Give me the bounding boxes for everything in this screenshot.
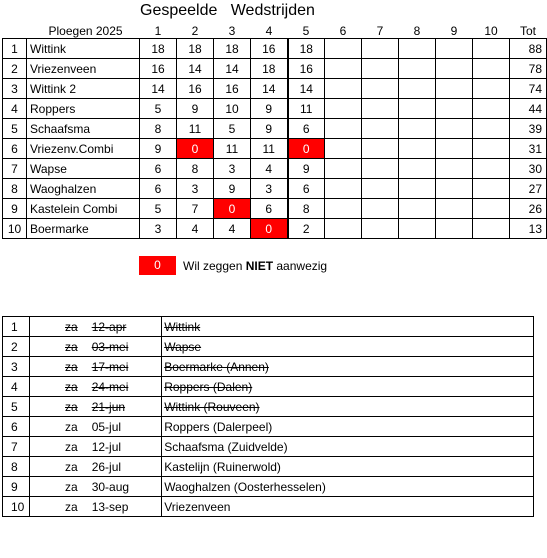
team-name: Wittink 2 bbox=[27, 79, 140, 99]
score-cell: 8 bbox=[177, 159, 214, 179]
schedule-row-played bbox=[3, 357, 534, 377]
score-cell: 7 bbox=[177, 199, 214, 219]
team-name: Vriezenveen bbox=[27, 59, 140, 79]
standings-row bbox=[3, 159, 547, 179]
match-location bbox=[162, 397, 534, 417]
score-cell: 5 bbox=[140, 199, 177, 219]
team-total: 88 bbox=[510, 39, 547, 59]
score-cell: 6 bbox=[288, 119, 325, 139]
team-name: Wapse bbox=[27, 159, 140, 179]
match-day bbox=[30, 457, 78, 477]
score-cell: 14 bbox=[251, 79, 288, 99]
match-location bbox=[162, 417, 534, 437]
header-round: 2 bbox=[177, 23, 214, 39]
score-cell: 2 bbox=[288, 219, 325, 239]
match-location bbox=[162, 477, 534, 497]
score-cell: 16 bbox=[251, 39, 288, 59]
score-cell: 6 bbox=[288, 179, 325, 199]
team-name: Roppers bbox=[27, 99, 140, 119]
score-cell bbox=[436, 119, 473, 139]
score-cell bbox=[473, 99, 510, 119]
score-cell bbox=[325, 79, 362, 99]
match-number: 4 bbox=[3, 377, 30, 397]
score-cell: 6 bbox=[140, 179, 177, 199]
match-location-text: Wittink (Rouveen) bbox=[164, 399, 260, 414]
match-location bbox=[162, 337, 534, 357]
match-day bbox=[30, 477, 78, 497]
schedule-row-played bbox=[3, 377, 534, 397]
score-cell bbox=[436, 99, 473, 119]
score-cell bbox=[399, 219, 436, 239]
score-cell bbox=[399, 79, 436, 99]
score-cell: 5 bbox=[140, 99, 177, 119]
score-cell: 3 bbox=[177, 179, 214, 199]
match-location-text: Kastelijn (Ruinerwold) bbox=[164, 459, 281, 474]
match-date bbox=[78, 437, 162, 457]
score-cell: 4 bbox=[214, 219, 251, 239]
match-location-text: Waoghalzen (Oosterhesselen) bbox=[164, 479, 326, 494]
match-day bbox=[30, 317, 78, 337]
match-date bbox=[78, 457, 162, 477]
team-total: 26 bbox=[510, 199, 547, 219]
header-round: 1 bbox=[140, 23, 177, 39]
standings-row bbox=[3, 59, 547, 79]
score-cell bbox=[399, 159, 436, 179]
score-cell: 16 bbox=[140, 59, 177, 79]
match-location-text: Boermarke (Annen) bbox=[164, 359, 269, 374]
score-cell: 8 bbox=[288, 199, 325, 219]
match-day bbox=[30, 417, 78, 437]
match-number: 2 bbox=[3, 337, 30, 357]
score-cell: 5 bbox=[214, 119, 251, 139]
match-date bbox=[78, 477, 162, 497]
score-cell bbox=[399, 39, 436, 59]
match-day bbox=[30, 357, 78, 377]
score-cell bbox=[473, 219, 510, 239]
team-total: 74 bbox=[510, 79, 547, 99]
team-rank: 10 bbox=[3, 219, 27, 239]
score-cell bbox=[362, 139, 399, 159]
match-location-text: Vriezenveen bbox=[164, 499, 231, 514]
team-name: Waoghalzen bbox=[27, 179, 140, 199]
standings-row bbox=[3, 99, 547, 119]
score-cell: 3 bbox=[214, 159, 251, 179]
match-number: 5 bbox=[3, 397, 30, 417]
match-location bbox=[162, 357, 534, 377]
score-cell bbox=[399, 119, 436, 139]
score-cell: 9 bbox=[177, 99, 214, 119]
match-day-text: za bbox=[65, 379, 78, 394]
score-cell bbox=[436, 59, 473, 79]
match-location bbox=[162, 497, 534, 517]
schedule-row bbox=[3, 497, 534, 517]
score-cell bbox=[325, 199, 362, 219]
header-round: 9 bbox=[436, 23, 473, 39]
schedule-row bbox=[3, 437, 534, 457]
match-date-text: 26-jul bbox=[91, 459, 122, 474]
score-cell bbox=[325, 39, 362, 59]
score-cell-absent: 0 bbox=[214, 199, 251, 219]
score-cell bbox=[325, 59, 362, 79]
score-cell: 18 bbox=[214, 39, 251, 59]
schedule-row-played bbox=[3, 317, 534, 337]
score-cell bbox=[325, 119, 362, 139]
score-cell bbox=[399, 139, 436, 159]
score-cell bbox=[473, 79, 510, 99]
team-rank: 2 bbox=[3, 59, 27, 79]
standings-row bbox=[3, 79, 547, 99]
header-round: 3 bbox=[214, 23, 251, 39]
match-day bbox=[30, 337, 78, 357]
score-cell bbox=[436, 39, 473, 59]
score-cell: 3 bbox=[251, 179, 288, 199]
schedule-row-played bbox=[3, 397, 534, 417]
score-cell: 18 bbox=[140, 39, 177, 59]
team-name: Kastelein Combi bbox=[27, 199, 140, 219]
score-cell: 18 bbox=[251, 59, 288, 79]
standings-header-row bbox=[3, 23, 547, 39]
score-cell bbox=[325, 99, 362, 119]
match-day bbox=[30, 437, 78, 457]
match-number: 7 bbox=[3, 437, 30, 457]
score-cell bbox=[436, 219, 473, 239]
team-total: 30 bbox=[510, 159, 547, 179]
score-cell bbox=[362, 219, 399, 239]
score-cell bbox=[362, 179, 399, 199]
header-round: 4 bbox=[251, 23, 288, 39]
score-cell bbox=[436, 159, 473, 179]
score-cell: 11 bbox=[214, 139, 251, 159]
header-round: 8 bbox=[399, 23, 436, 39]
standings-row bbox=[3, 199, 547, 219]
match-number: 1 bbox=[3, 317, 30, 337]
match-number: 3 bbox=[3, 357, 30, 377]
team-rank: 4 bbox=[3, 99, 27, 119]
score-cell: 9 bbox=[214, 179, 251, 199]
team-name: Schaafsma bbox=[27, 119, 140, 139]
match-date bbox=[78, 377, 162, 397]
score-cell: 9 bbox=[251, 119, 288, 139]
match-number: 6 bbox=[3, 417, 30, 437]
match-day-text: za bbox=[65, 439, 78, 454]
header-round: 10 bbox=[473, 23, 510, 39]
schedule-row bbox=[3, 457, 534, 477]
score-cell: 14 bbox=[214, 59, 251, 79]
match-number: 9 bbox=[3, 477, 30, 497]
score-cell bbox=[473, 159, 510, 179]
score-cell bbox=[399, 99, 436, 119]
score-cell: 16 bbox=[214, 79, 251, 99]
schedule-row bbox=[3, 477, 534, 497]
score-cell bbox=[325, 179, 362, 199]
team-total: 44 bbox=[510, 99, 547, 119]
match-date-text: 13-sep bbox=[91, 499, 129, 514]
score-cell bbox=[362, 159, 399, 179]
team-rank: 8 bbox=[3, 179, 27, 199]
team-name: Boermarke bbox=[27, 219, 140, 239]
match-date-text: 03-mei bbox=[91, 339, 129, 354]
match-day-text: za bbox=[65, 399, 78, 414]
team-name: Vriezenv.Combi bbox=[27, 139, 140, 159]
match-location bbox=[162, 317, 534, 337]
match-date-text: 24-mei bbox=[91, 379, 129, 394]
score-cell: 14 bbox=[288, 79, 325, 99]
score-cell: 18 bbox=[288, 39, 325, 59]
match-location bbox=[162, 377, 534, 397]
score-cell bbox=[436, 179, 473, 199]
score-cell bbox=[473, 119, 510, 139]
standings-row bbox=[3, 179, 547, 199]
score-cell-absent: 0 bbox=[288, 139, 325, 159]
match-date bbox=[78, 497, 162, 517]
match-location-text: Schaafsma (Zuidvelde) bbox=[164, 439, 288, 454]
standings-row bbox=[3, 39, 547, 59]
score-cell bbox=[473, 139, 510, 159]
score-cell bbox=[436, 199, 473, 219]
match-date bbox=[78, 337, 162, 357]
team-name: Wittink bbox=[27, 39, 140, 59]
match-day bbox=[30, 397, 78, 417]
match-location bbox=[162, 457, 534, 477]
score-cell bbox=[473, 39, 510, 59]
score-cell bbox=[473, 199, 510, 219]
schedule-table bbox=[2, 316, 534, 517]
score-cell bbox=[362, 39, 399, 59]
score-cell bbox=[399, 59, 436, 79]
team-rank: 3 bbox=[3, 79, 27, 99]
score-cell bbox=[362, 199, 399, 219]
match-day-text: za bbox=[65, 499, 78, 514]
team-total: 39 bbox=[510, 119, 547, 139]
match-date-text: 17-mei bbox=[91, 359, 129, 374]
standings-row bbox=[3, 119, 547, 139]
match-location-text: Roppers (Dalen) bbox=[164, 379, 253, 394]
match-location bbox=[162, 437, 534, 457]
match-day-text: za bbox=[65, 359, 78, 374]
match-date bbox=[78, 417, 162, 437]
legend-absent-sample: 0 bbox=[139, 256, 176, 275]
team-rank: 9 bbox=[3, 199, 27, 219]
match-day-text: za bbox=[65, 319, 78, 334]
standings-table bbox=[2, 23, 547, 239]
header-total: Tot bbox=[510, 23, 547, 39]
schedule-row bbox=[3, 417, 534, 437]
score-cell: 11 bbox=[251, 139, 288, 159]
match-day-text: za bbox=[65, 479, 78, 494]
header-round: 5 bbox=[288, 23, 325, 39]
score-cell: 3 bbox=[140, 219, 177, 239]
score-cell bbox=[325, 159, 362, 179]
score-cell bbox=[325, 139, 362, 159]
score-cell bbox=[473, 179, 510, 199]
score-cell bbox=[436, 79, 473, 99]
score-cell bbox=[362, 79, 399, 99]
team-rank: 1 bbox=[3, 39, 27, 59]
match-date bbox=[78, 317, 162, 337]
header-round: 6 bbox=[325, 23, 362, 39]
score-cell: 6 bbox=[140, 159, 177, 179]
match-date-text: 21-jun bbox=[91, 399, 126, 414]
match-day bbox=[30, 497, 78, 517]
match-location-text: Wapse bbox=[164, 339, 202, 354]
match-day-text: za bbox=[65, 459, 78, 474]
match-date-text: 12-apr bbox=[91, 319, 127, 334]
legend-text: Wil zeggen NIET aanwezig bbox=[183, 259, 328, 273]
match-date bbox=[78, 397, 162, 417]
team-total: 78 bbox=[510, 59, 547, 79]
score-cell: 9 bbox=[140, 139, 177, 159]
score-cell bbox=[362, 59, 399, 79]
score-cell: 11 bbox=[177, 119, 214, 139]
score-cell: 8 bbox=[140, 119, 177, 139]
score-cell: 4 bbox=[251, 159, 288, 179]
match-location-text: Wittink bbox=[164, 319, 201, 334]
header-blank bbox=[3, 23, 27, 39]
page-title: Gespeelde Wedstrijden bbox=[140, 2, 315, 19]
score-cell: 18 bbox=[177, 39, 214, 59]
match-date-text: 30-aug bbox=[91, 479, 130, 494]
score-cell: 9 bbox=[288, 159, 325, 179]
score-cell: 16 bbox=[177, 79, 214, 99]
schedule-row-played bbox=[3, 337, 534, 357]
match-date-text: 05-jul bbox=[91, 419, 122, 434]
team-rank: 5 bbox=[3, 119, 27, 139]
team-total: 31 bbox=[510, 139, 547, 159]
match-day bbox=[30, 377, 78, 397]
score-cell: 11 bbox=[288, 99, 325, 119]
team-rank: 7 bbox=[3, 159, 27, 179]
score-cell bbox=[436, 139, 473, 159]
score-cell: 9 bbox=[251, 99, 288, 119]
team-rank: 6 bbox=[3, 139, 27, 159]
match-date bbox=[78, 357, 162, 377]
score-cell-absent: 0 bbox=[177, 139, 214, 159]
score-cell: 4 bbox=[177, 219, 214, 239]
score-cell: 6 bbox=[251, 199, 288, 219]
match-number: 8 bbox=[3, 457, 30, 477]
score-cell: 16 bbox=[288, 59, 325, 79]
score-cell: 10 bbox=[214, 99, 251, 119]
header-round: 7 bbox=[362, 23, 399, 39]
score-cell: 14 bbox=[177, 59, 214, 79]
standings-row bbox=[3, 219, 547, 239]
score-cell bbox=[399, 199, 436, 219]
match-day-text: za bbox=[65, 339, 78, 354]
match-location-text: Roppers (Dalerpeel) bbox=[164, 419, 273, 434]
score-cell: 14 bbox=[140, 79, 177, 99]
team-total: 13 bbox=[510, 219, 547, 239]
match-number: 10 bbox=[3, 497, 30, 517]
score-cell bbox=[399, 179, 436, 199]
match-day-text: za bbox=[65, 419, 78, 434]
match-date-text: 12-jul bbox=[91, 439, 122, 454]
score-cell bbox=[473, 59, 510, 79]
score-cell bbox=[362, 99, 399, 119]
score-cell-absent: 0 bbox=[251, 219, 288, 239]
standings-row bbox=[3, 139, 547, 159]
score-cell bbox=[362, 119, 399, 139]
score-cell bbox=[325, 219, 362, 239]
team-total: 27 bbox=[510, 179, 547, 199]
header-teams: Ploegen 2025 bbox=[27, 23, 140, 39]
